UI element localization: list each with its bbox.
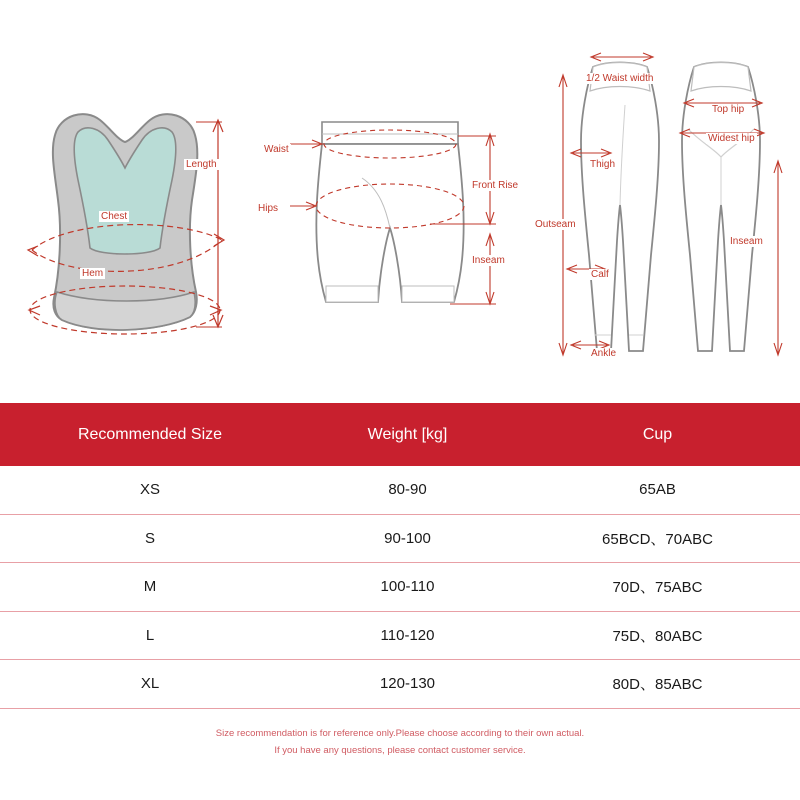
size-table <box>0 403 800 709</box>
label-inseam-shorts: Inseam <box>472 255 505 266</box>
leggings-back-waistband <box>691 63 751 92</box>
label-front-rise: Front Rise <box>472 180 519 191</box>
shorts-waistband <box>322 122 458 144</box>
label-widest-hip: Widest hip <box>708 133 755 144</box>
table-row <box>0 466 800 515</box>
cell-weight: 80-90 <box>388 481 427 499</box>
label-length: Length <box>186 159 217 170</box>
footnote <box>0 725 800 759</box>
table-row <box>0 660 800 709</box>
sports-bra-illustration <box>0 80 250 400</box>
chest-arrow-right <box>214 234 224 246</box>
label-chest: Chest <box>101 211 128 222</box>
label-thigh: Thigh <box>590 159 616 170</box>
cell-weight: 120-130 <box>379 675 436 693</box>
shorts-body <box>316 144 463 302</box>
cell-size: XS <box>139 481 160 499</box>
cell-cup: 75D、80ABC <box>612 627 703 645</box>
cell-size: L <box>145 626 155 644</box>
cell-cup: 65AB <box>639 481 676 499</box>
label-top-hip: Top hip <box>712 104 745 115</box>
hem-arrow-left <box>29 306 40 315</box>
cell-cup: 65BCD、70ABC <box>602 530 713 548</box>
leggings-front-body <box>581 63 659 352</box>
header-cup: Cup <box>642 425 673 443</box>
label-outseam: Outseam <box>535 219 576 230</box>
header-recommended-size: Recommended Size <box>77 425 223 443</box>
leggings-back-illustration <box>668 45 800 375</box>
cell-weight: 110-120 <box>380 626 435 644</box>
label-calf: Calf <box>591 269 609 280</box>
table-row <box>0 563 800 612</box>
footnote-line-2: If you have any questions, please contact customer service. <box>274 745 526 756</box>
table-row <box>0 515 800 564</box>
label-inseam-leggings: Inseam <box>730 236 763 247</box>
footnote-line-1: Size recommendation is for reference only.Please choose according to their own actual. <box>215 728 585 739</box>
shorts-illustration <box>290 110 530 370</box>
cell-size: XL <box>140 675 160 693</box>
cell-cup: 70D、75ABC <box>612 579 703 597</box>
table-row <box>0 612 800 661</box>
label-waist: Waist <box>264 144 289 155</box>
table-header-row <box>0 403 800 466</box>
label-half-waist-width: 1/2 Waist width <box>586 73 654 84</box>
header-weight: Weight [kg] <box>367 425 448 443</box>
cell-weight: 90-100 <box>384 529 431 547</box>
shorts-left-hem <box>326 286 378 302</box>
cell-size: S <box>144 529 155 547</box>
cell-weight: 100-110 <box>380 578 435 596</box>
table-body <box>0 466 800 709</box>
shorts-right-hem <box>402 286 454 302</box>
label-hips: Hips <box>258 203 279 214</box>
cell-size: M <box>143 578 157 596</box>
cell-cup: 80D、85ABC <box>612 676 703 694</box>
label-ankle: Ankle <box>591 348 617 359</box>
label-hem: Hem <box>82 268 104 279</box>
